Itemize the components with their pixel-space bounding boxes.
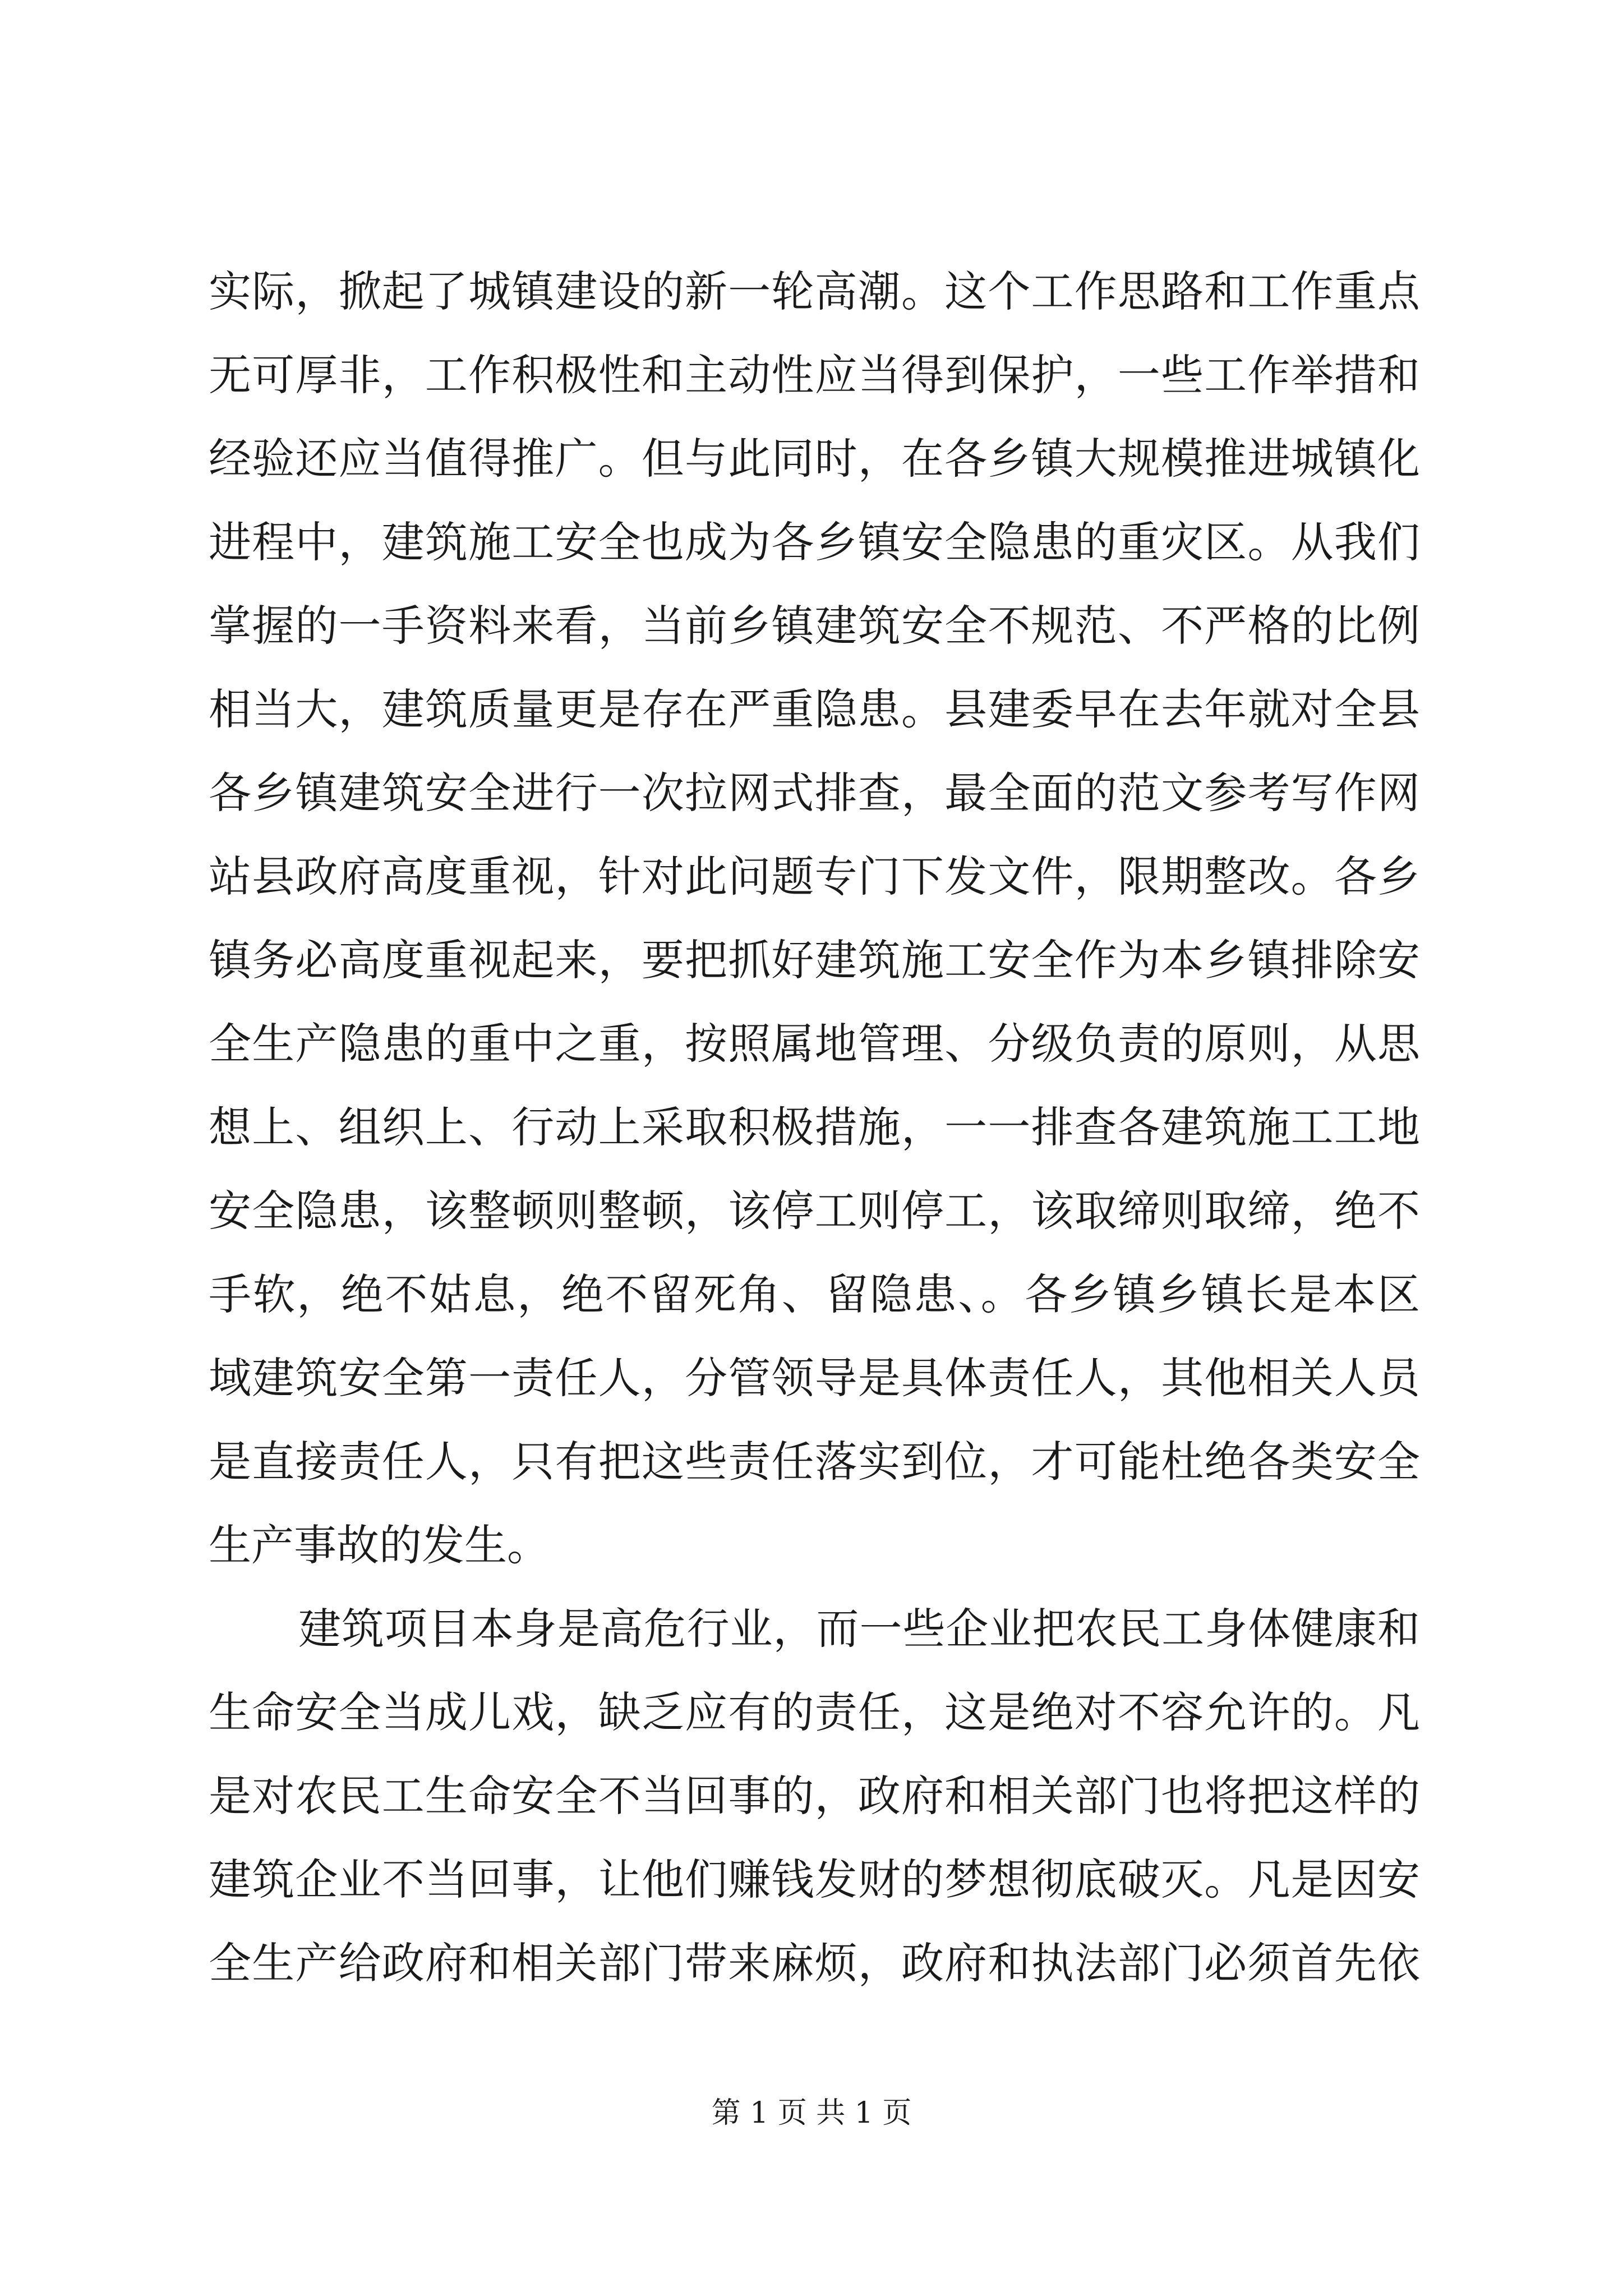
text-line: 掌握的一手资料来看，当前乡镇建筑安全不规范、不严格的比例 [209, 601, 1420, 651]
text-line: 经验还应当值得推广。但与此同时，在各乡镇大规模推进城镇化 [209, 434, 1420, 484]
text-line: 全生产隐患的重中之重，按照属地管理、分级负责的原则，从思 [209, 1019, 1420, 1069]
text-line: 无可厚非，工作积极性和主动性应当得到保护，一些工作举措和 [209, 350, 1420, 400]
text-line: 安全隐患，该整顿则整顿，该停工则停工，该取缔则取缔，绝不 [209, 1186, 1420, 1236]
body-text [209, 250, 1420, 2005]
text-line: 建筑项目本身是高危行业，而一些企业把农民工身体健康和 [298, 1604, 1420, 1654]
paragraph-2 [209, 1587, 1420, 2005]
text-line: 全生产给政府和相关部门带来麻烦，政府和执法部门必须首先依 [209, 1938, 1420, 1988]
text-line: 是对农民工生命安全不当回事的，政府和相关部门也将把这样的 [209, 1771, 1420, 1821]
text-line: 镇务必高度重视起来，要把抓好建筑施工安全作为本乡镇排除安 [209, 935, 1420, 985]
paragraph-1 [209, 250, 1420, 1587]
text-line: 生命安全当成儿戏，缺乏应有的责任，这是绝对不容允许的。凡 [209, 1687, 1420, 1737]
text-line: 各乡镇建筑安全进行一次拉网式排查，最全面的范文参考写作网 [209, 768, 1420, 818]
text-line: 生产事故的发生。 [209, 1520, 550, 1570]
text-line: 相当大，建筑质量更是存在严重隐患。县建委早在去年就对全县 [209, 684, 1420, 734]
page-footer [0, 2093, 1623, 2133]
text-line: 进程中，建筑施工安全也成为各乡镇安全隐患的重灾区。从我们 [209, 517, 1420, 567]
text-line: 手软，绝不姑息，绝不留死角、留隐患、。各乡镇乡镇长是本区 [209, 1269, 1420, 1319]
text-line: 域建筑安全第一责任人，分管领导是具体责任人，其他相关人员 [209, 1353, 1420, 1403]
text-line: 是直接责任人，只有把这些责任落实到位，才可能杜绝各类安全 [209, 1437, 1420, 1487]
page-number-label: 第 1 页 共 1 页 [711, 2096, 912, 2130]
text-line: 想上、组织上、行动上采取积极措施，一一排查各建筑施工工地 [209, 1102, 1420, 1152]
text-line: 实际，掀起了城镇建设的新一轮高潮。这个工作思路和工作重点 [209, 266, 1420, 316]
text-line: 站县政府高度重视，针对此问题专门下发文件，限期整改。各乡 [209, 852, 1420, 901]
text-line: 建筑企业不当回事，让他们赚钱发财的梦想彻底破灭。凡是因安 [209, 1855, 1420, 1904]
